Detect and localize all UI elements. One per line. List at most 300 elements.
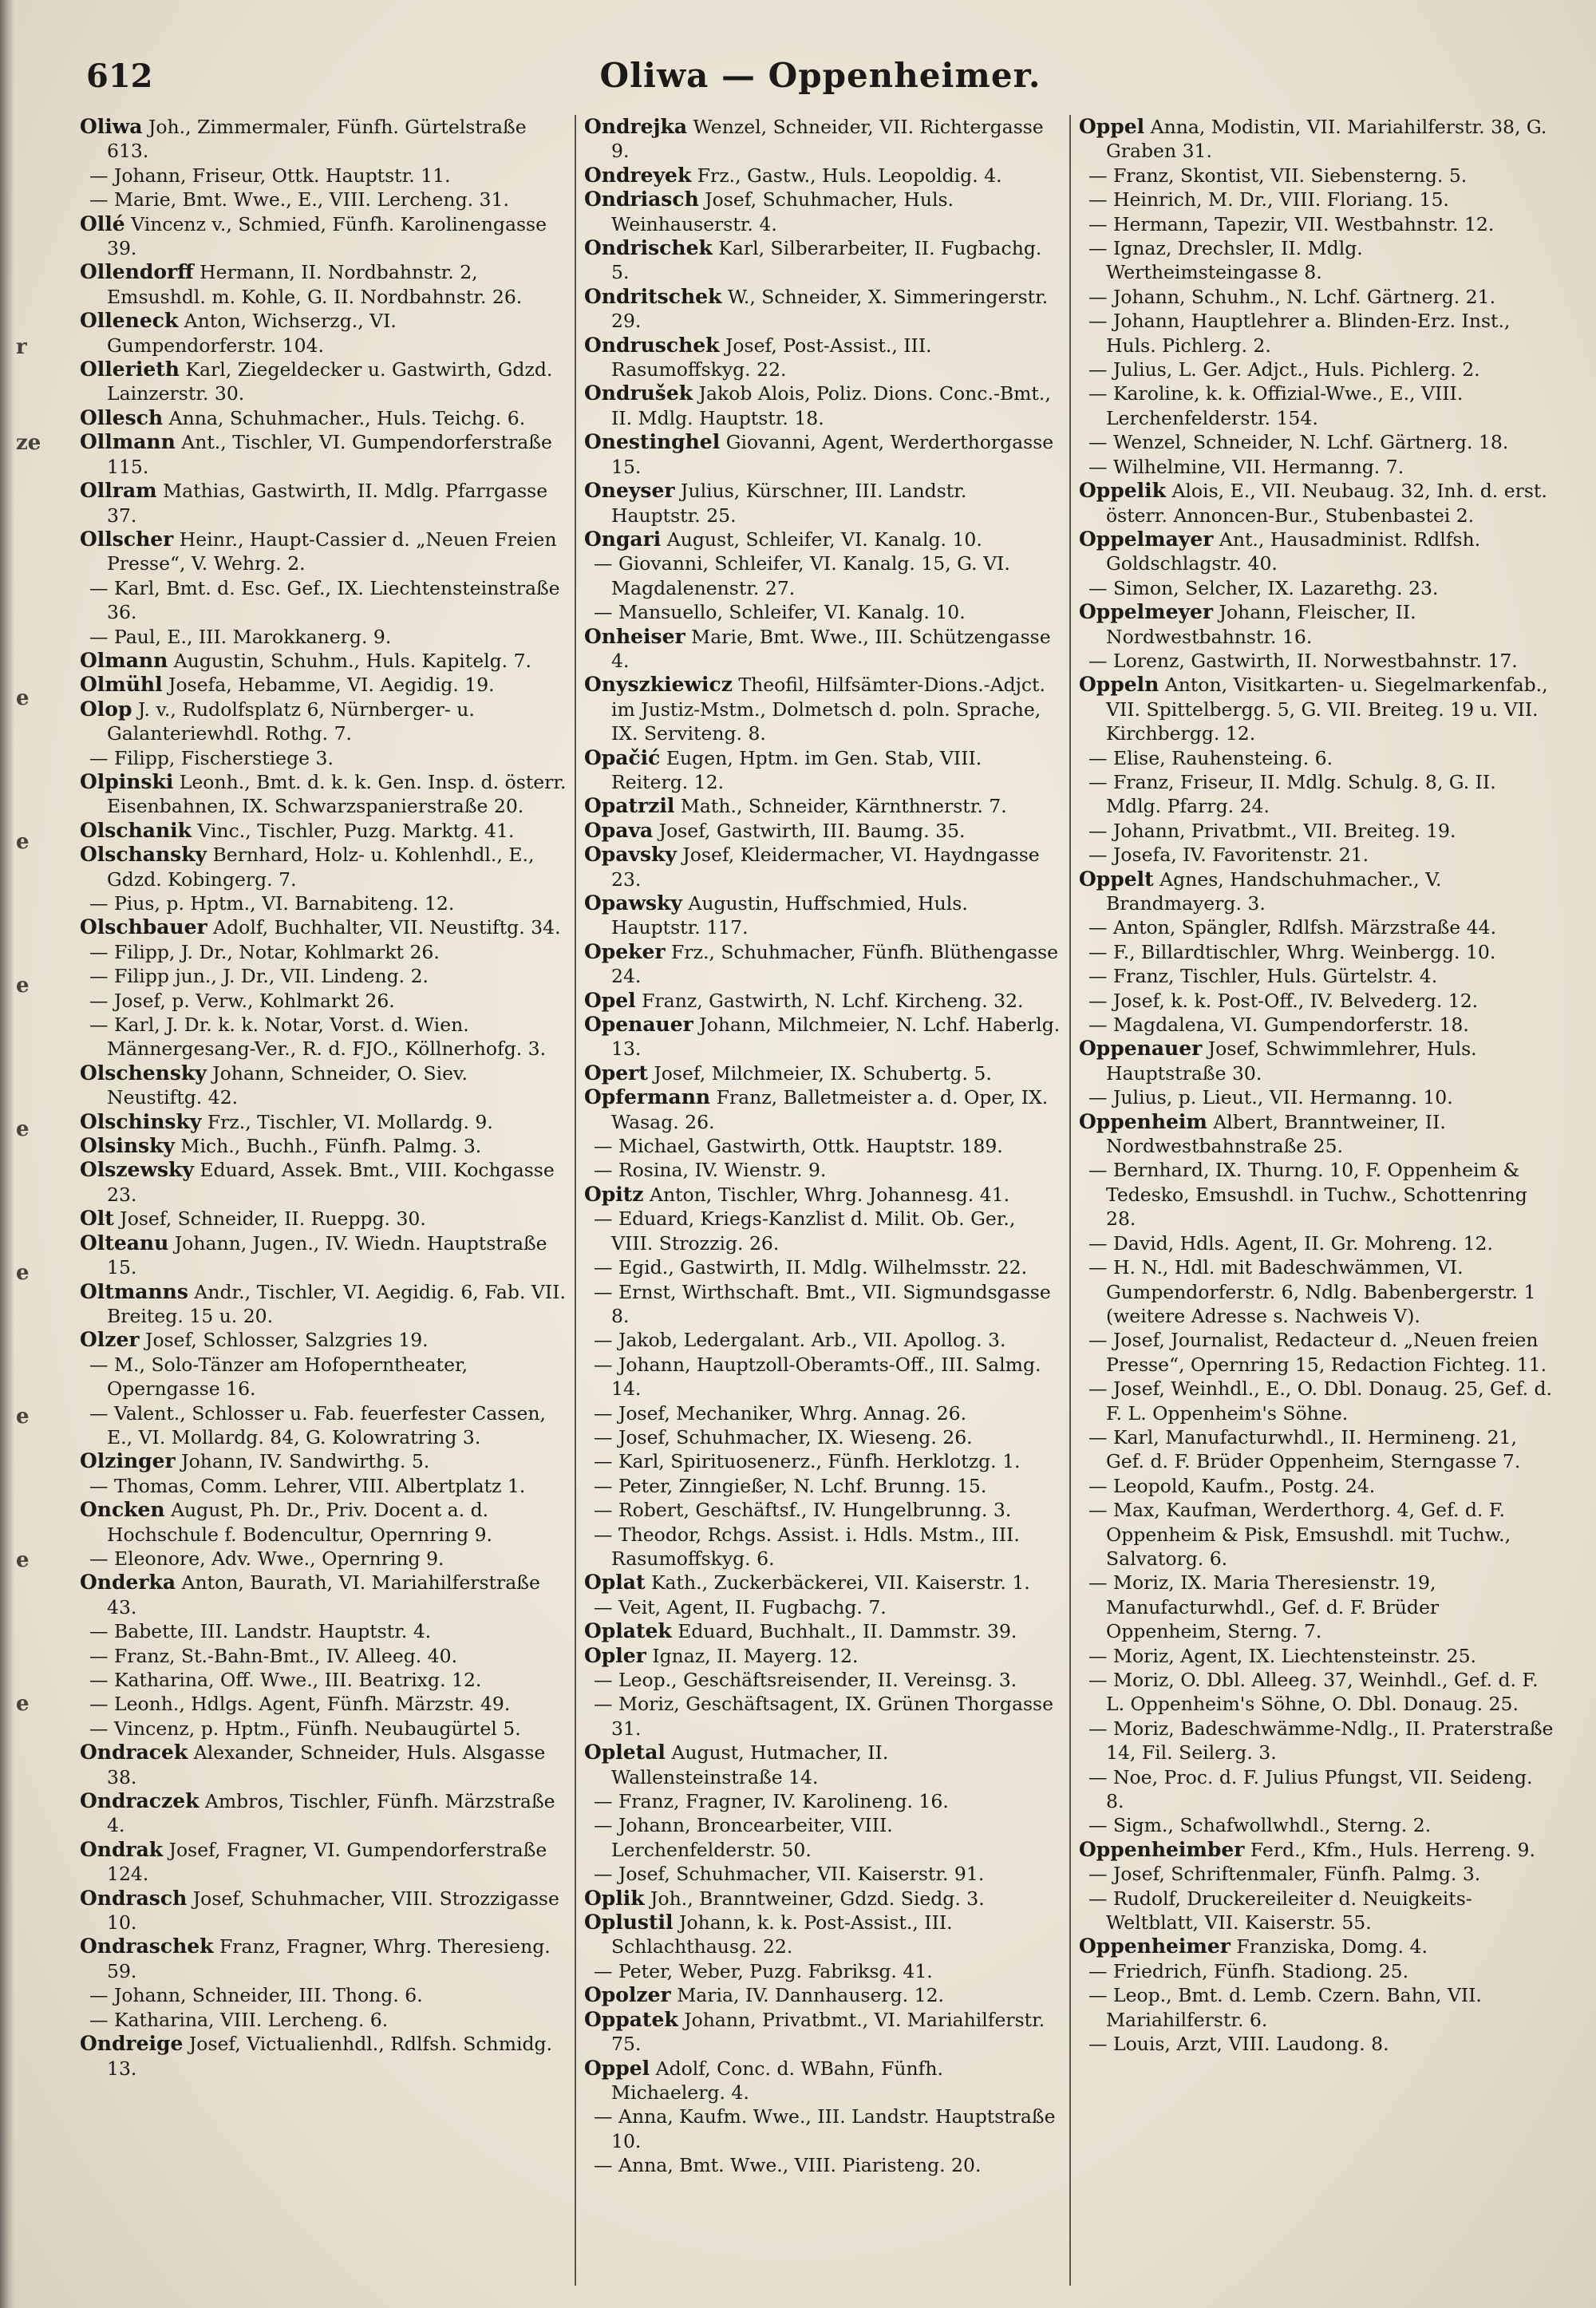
directory-sub-entry <box>1079 1498 1556 1571</box>
directory-entry <box>80 260 567 309</box>
directory-entry <box>80 1328 567 1352</box>
directory-sub-entry <box>1079 1765 1556 1814</box>
entry-text: Eduard, Buchhalt., II. Dammstr. 39. <box>671 1620 1017 1643</box>
entry-text: Josef, Gastwirth, III. Baumg. 35. <box>653 819 966 842</box>
surname: Olmann <box>80 648 168 672</box>
entry-text: Math., Schneider, Kärnthnerstr. 7. <box>674 795 1007 818</box>
entry-text: — Josef, Journalist, Redacteur d. „Neuen freien Presse“, Opernring 15, Redaction Fichteg. 11. <box>1088 1329 1547 1376</box>
entry-text: Adolf, Conc. d. WBahn, Fünfh. Michaelerg. 4. <box>611 2057 943 2104</box>
directory-sub-entry <box>584 1401 1061 1425</box>
entry-text: — Moriz, Geschäftsagent, IX. Grünen Thorgasse 31. <box>594 1693 1053 1740</box>
entry-text: Ant., Hausadminist. Rdlfsh. Goldschlagstr. 40. <box>1106 528 1481 575</box>
directory-sub-entry <box>584 1862 1061 1886</box>
entry-text: Josef, Schlosser, Salzgries 19. <box>139 1329 429 1352</box>
page-header <box>86 51 1555 107</box>
entry-text: Agnes, Handschuhmacher., V. Brandmayerg. 3. <box>1106 867 1442 915</box>
directory-entry <box>80 528 567 576</box>
entry-text: Ambros, Tischler, Fünfh. Märzstraße 4. <box>107 1790 555 1837</box>
margin-fragment: e <box>16 1548 30 1572</box>
surname: Openauer <box>584 1013 693 1037</box>
directory-columns <box>80 115 1564 2286</box>
entry-text: — Josef, Weinhdl., E., O. Dbl. Donaug. 25, Gef. d. F. L. Oppenheim's Söhne. <box>1088 1377 1553 1425</box>
surname: Oplat <box>584 1571 646 1595</box>
directory-entry <box>584 1741 1061 1789</box>
entry-text: — Moriz, IX. Maria Theresienstr. 19, Manufacturwhdl., Gef. d. F. Brüder Oppenheim, Sterng. 7. <box>1088 1571 1440 1643</box>
entry-text: — Michael, Gastwirth, Ottk. Hauptstr. 189. <box>594 1135 1003 1158</box>
directory-entry <box>584 1911 1061 1959</box>
directory-entry <box>80 819 567 843</box>
surname: Oppelt <box>1079 867 1154 891</box>
entry-text: Heinr., Haupt-Cassier d. „Neuen Freien Presse“, V. Wehrg. 2. <box>107 528 557 575</box>
directory-entry <box>584 625 1061 674</box>
directory-entry <box>584 164 1061 188</box>
directory-sub-entry <box>1079 188 1556 211</box>
directory-entry <box>584 334 1061 382</box>
directory-sub-entry <box>584 1692 1061 1741</box>
directory-entry <box>80 1280 567 1329</box>
entry-text: Mich., Buchh., Fünfh. Palmg. 3. <box>174 1135 482 1158</box>
margin-fragment: e <box>16 830 30 854</box>
surname: Oppelmeyer <box>1079 600 1214 624</box>
margin-fragment: e <box>16 1692 30 1716</box>
entry-text: — Wilhelmine, VII. Hermanng. 7. <box>1088 455 1404 478</box>
directory-entry <box>584 115 1061 164</box>
entry-text: Frz., Tischler, VI. Mollardg. 9. <box>201 1110 493 1133</box>
entry-text: — Robert, Geschäftsf., IV. Hungelbrunng. 3. <box>594 1499 1012 1522</box>
entry-text: — Franz, St.-Bahn-Bmt., IV. Alleeg. 40. <box>89 1644 458 1667</box>
directory-entry <box>584 1061 1061 1085</box>
column-left <box>80 115 575 2286</box>
entry-text: — Vincenz, p. Hptm., Fünfh. Neubaugürtel 5. <box>89 1717 521 1740</box>
directory-sub-entry <box>584 1449 1061 1473</box>
entry-text: — Filipp jun., J. Dr., VII. Lindeng. 2. <box>89 965 429 988</box>
directory-sub-entry <box>1079 1862 1556 1886</box>
entry-text: Franz, Balletmeister a. d. Oper, IX. Wasag. 26. <box>611 1086 1049 1133</box>
directory-sub-entry <box>584 1207 1061 1255</box>
entry-text: Anton, Wichserzg., VI. Gumpendorferstr. 104. <box>107 310 397 357</box>
entry-text: — Johann, Hauptlehrer a. Blinden-Erz. Inst., Huls. Pichlerg. 2. <box>1088 310 1511 357</box>
surname: Opler <box>584 1643 646 1667</box>
surname: Ollram <box>80 479 157 503</box>
entry-text: Maria, IV. Dannhauserg. 12. <box>670 1984 945 2007</box>
directory-entry <box>80 1838 567 1887</box>
entry-text: Johann, k. k. Post-Assist., III. Schlachthausg. 22. <box>611 1911 953 1958</box>
surname: Olop <box>80 697 132 721</box>
directory-entry <box>80 479 567 528</box>
entry-text: — Johann, Hauptzoll-Oberamts-Off., III. Salmg. 14. <box>594 1353 1041 1401</box>
surname: Ondrischek <box>584 236 713 260</box>
surname: Ollmann <box>80 430 176 454</box>
entry-text: — Josefa, IV. Favoritenstr. 21. <box>1088 844 1369 867</box>
entry-text: — Julius, p. Lieut., VII. Hermanng. 10. <box>1088 1086 1453 1109</box>
entry-text: Josef, Schuhmacher, VIII. Strozzigasse 10. <box>107 1887 559 1935</box>
directory-sub-entry <box>584 551 1061 600</box>
directory-sub-entry <box>1079 1255 1556 1328</box>
entry-text: — Leopold, Kaufm., Postg. 24. <box>1088 1474 1376 1497</box>
surname: Opert <box>584 1061 648 1085</box>
entry-text: — Bernhard, IX. Thurng. 10, F. Oppenheim & Tedesko, Emsushdl. in Tuchw., Schottenring 28. <box>1088 1159 1527 1231</box>
entry-text: Josefa, Hebamme, VI. Aegidig. 19. <box>162 674 495 697</box>
directory-sub-entry <box>1079 1425 1556 1474</box>
directory-entry <box>584 891 1061 940</box>
directory-sub-entry <box>1079 430 1556 454</box>
directory-entry <box>80 430 567 479</box>
directory-entry <box>584 940 1061 989</box>
directory-entry <box>584 843 1061 891</box>
surname: Ondruschek <box>584 333 720 357</box>
directory-entry <box>584 479 1061 528</box>
directory-sub-entry <box>80 964 567 988</box>
directory-entry <box>1079 867 1556 916</box>
entry-text: Theofil, Hilfsämter-Dions.-Adjct. im Justiz-Mstm., Dolmetsch d. poln. Sprache, IX. Serviteng. 8. <box>611 674 1045 745</box>
surname: Ollendorff <box>80 260 194 284</box>
entry-text: — Giovanni, Schleifer, VI. Kanalg. 15, G. VI. Magdalenenstr. 27. <box>594 552 1010 599</box>
surname: Ondreige <box>80 2032 184 2056</box>
directory-sub-entry <box>1079 576 1556 600</box>
directory-entry <box>584 430 1061 479</box>
directory-sub-entry <box>584 1595 1061 1619</box>
entry-text: — Louis, Arzt, VIII. Laudong. 8. <box>1088 2033 1389 2056</box>
surname: Opava <box>584 818 654 842</box>
directory-entry <box>584 1183 1061 1207</box>
directory-sub-entry <box>1079 1328 1556 1377</box>
entry-text: — Franz, Friseur, II. Mdlg. Schulg. 8, G. II. Mdlg. Pfarrg. 24. <box>1088 770 1496 818</box>
directory-entry <box>80 770 567 819</box>
directory-sub-entry <box>584 1813 1061 1862</box>
directory-entry <box>584 1571 1061 1595</box>
surname: Olzer <box>80 1328 140 1352</box>
directory-sub-entry <box>1079 1158 1556 1231</box>
entry-text: — Julius, L. Ger. Adjct., Huls. Pichlerg. 2. <box>1088 358 1480 381</box>
directory-sub-entry <box>1079 819 1556 843</box>
entry-text: — Marie, Bmt. Wwe., E., VIII. Lercheng. 31. <box>89 188 509 211</box>
entry-text: Bernhard, Holz- u. Kohlenhdl., E., Gdzd. Kobingerg. 7. <box>107 844 535 891</box>
surname: Oppeln <box>1079 673 1159 697</box>
directory-entry <box>584 746 1061 795</box>
entry-text: — Karoline, k. k. Offizial-Wwe., E., VIII. Lerchenfelderstr. 154. <box>1088 382 1464 429</box>
page-edge-shadow <box>0 0 14 2308</box>
surname: Ondrejka <box>584 115 688 138</box>
entry-text: — Elise, Rauhensteing. 6. <box>1088 746 1333 769</box>
surname: Ondrak <box>80 1837 164 1861</box>
entry-text: Wenzel, Schneider, VII. Richtergasse 9. <box>611 116 1044 163</box>
directory-sub-entry <box>1079 236 1556 285</box>
surname: Ondriasch <box>584 188 699 211</box>
surname: Opavsky <box>584 843 677 867</box>
directory-entry <box>1079 1037 1556 1085</box>
entry-text: — Leop., Geschäftsreisender, II. Vereinsg. 3. <box>594 1669 1017 1691</box>
directory-entry <box>80 1887 567 1935</box>
entry-text: — Katharina, Off. Wwe., III. Beatrixg. 12. <box>89 1669 482 1691</box>
entry-text: — Johann, Broncearbeiter, VIII. Lerchenfelderstr. 50. <box>594 1814 893 1861</box>
entry-text: Jakob Alois, Poliz. Dions. Conc.-Bmt., II. Mdlg. Hauptstr. 18. <box>611 382 1051 429</box>
directory-entry <box>80 1134 567 1158</box>
directory-entry <box>80 1207 567 1231</box>
page-number: 612 <box>86 57 153 95</box>
entry-text: — Heinrich, M. Dr., VIII. Floriang. 15. <box>1088 188 1449 211</box>
entry-text: Johann, Privatbmt., VI. Mariahilferstr. 75. <box>611 2008 1045 2056</box>
entry-text: — Lorenz, Gastwirth, II. Norwestbahnstr. 17. <box>1088 649 1518 672</box>
entry-text: Albert, Branntweiner, II. Nordwestbahnstraße 25. <box>1106 1110 1446 1158</box>
entry-text: — Karl, J. Dr. k. k. Notar, Vorst. d. Wien. Männergesang-Ver., R. d. FJO., Köllnerhofg. 3. <box>89 1014 547 1061</box>
directory-sub-entry <box>1079 1231 1556 1255</box>
entry-text: — Peter, Zinngießer, N. Lchf. Brunng. 15. <box>594 1474 987 1497</box>
entry-text: — Josef, Schuhmacher, VII. Kaiserstr. 91. <box>594 1863 985 1886</box>
entry-text: Anna, Schuhmacher., Huls. Teichg. 6. <box>163 406 526 429</box>
directory-entry <box>584 1013 1061 1061</box>
surname: Onheiser <box>584 624 685 648</box>
directory-entry <box>80 1935 567 1983</box>
entry-text: W., Schneider, X. Simmeringerstr. 29. <box>611 285 1049 333</box>
entry-text: Josef, Post-Assist., III. Rasumoffskyg. 22. <box>611 334 932 381</box>
directory-entry <box>80 1449 567 1473</box>
entry-text: Josef, Schuhmacher, Huls. Weinhauserstr. 4. <box>611 188 954 235</box>
directory-entry <box>584 381 1061 430</box>
entry-text: Augustin, Huffschmied, Huls. Hauptstr. 117. <box>611 892 968 939</box>
directory-entry <box>584 1644 1061 1668</box>
surname: Opeker <box>584 939 666 963</box>
entry-text: — Eleonore, Adv. Wwe., Opernring 9. <box>89 1547 444 1570</box>
directory-entry <box>1079 1838 1556 1862</box>
surname: Oplatek <box>584 1619 672 1643</box>
directory-sub-entry <box>584 1789 1061 1813</box>
entry-text: Marie, Bmt. Wwe., III. Schützengasse 4. <box>611 625 1051 672</box>
entry-text: Leonh., Bmt. d. k. k. Gen. Insp. d. österr. Eisenbahnen, IX. Schwarzspanierstraße 20. <box>107 770 567 818</box>
directory-entry <box>1079 600 1556 649</box>
entry-text: Josef, Victualienhdl., Rdlfsh. Schmidg. 13. <box>107 2033 553 2080</box>
entry-text: Ferd., Kfm., Huls. Herreng. 9. <box>1244 1838 1535 1861</box>
entry-text: — Franz, Fragner, IV. Karolineng. 16. <box>594 1790 949 1813</box>
entry-text: J. v., Rudolfsplatz 6, Nürnberger- u. Galanteriewhdl. Rothg. 7. <box>107 698 475 745</box>
entry-text: — Ignaz, Drechsler, II. Mdlg. Wertheimsteingasse 8. <box>1088 237 1363 284</box>
entry-text: Franziska, Domg. 4. <box>1230 1935 1428 1958</box>
entry-text: — Veit, Agent, II. Fugbachg. 7. <box>594 1595 887 1618</box>
directory-entry <box>584 236 1061 285</box>
entry-text: — Moriz, O. Dbl. Alleeg. 37, Weinhdl., Gef. d. F. L. Oppenheim's Söhne, O. Dbl. Donaug. 25. <box>1088 1669 1539 1716</box>
directory-sub-entry <box>1079 1013 1556 1037</box>
directory-entry <box>80 843 567 891</box>
entry-text: Vincenz v., Schmied, Fünfh. Karolinengasse 39. <box>107 212 547 260</box>
entry-text: — Paul, E., III. Marokkanerg. 9. <box>89 625 392 648</box>
directory-entry <box>80 212 567 261</box>
entry-text: — Josef, Mechaniker, Whrg. Annag. 26. <box>594 1401 967 1425</box>
directory-entry <box>584 819 1061 843</box>
surname: Ollé <box>80 211 125 235</box>
entry-text: — Peter, Weber, Puzg. Fabriksg. 41. <box>594 1959 933 1982</box>
directory-entry <box>584 285 1061 334</box>
margin-fragment: ze <box>16 431 41 455</box>
directory-entry <box>584 673 1061 745</box>
directory-sub-entry <box>584 1668 1061 1692</box>
entry-text: Frz., Schuhmacher, Fünfh. Blüthengasse 24. <box>611 940 1059 988</box>
directory-entry <box>80 1789 567 1838</box>
directory-sub-entry <box>584 1158 1061 1182</box>
entry-text: — Jakob, Ledergalant. Arb., VII. Apollog. 3. <box>594 1329 1006 1352</box>
surname: Olsinsky <box>80 1134 175 1158</box>
left-margin-fragments <box>16 335 64 1931</box>
directory-sub-entry <box>80 1353 567 1401</box>
surname: Opletal <box>584 1741 666 1765</box>
directory-sub-entry <box>584 1498 1061 1522</box>
directory-sub-entry <box>1079 940 1556 964</box>
directory-sub-entry <box>1079 309 1556 358</box>
directory-sub-entry <box>80 1717 567 1741</box>
directory-sub-entry <box>1079 1377 1556 1425</box>
entry-text: Giovanni, Agent, Werderthorgasse 15. <box>611 431 1054 478</box>
surname: Ondraschek <box>80 1935 214 1958</box>
directory-sub-entry <box>1079 1813 1556 1837</box>
entry-text: — Hermann, Tapezir, VII. Westbahnstr. 12. <box>1088 212 1495 235</box>
margin-fragment: e <box>16 1405 30 1429</box>
entry-text: — Egid., Gastwirth, II. Mdlg. Wilhelmsstr. 22. <box>594 1256 1028 1279</box>
directory-entry <box>584 1619 1061 1643</box>
directory-entry <box>584 794 1061 818</box>
entry-text: — Karl, Spirituosenerz., Fünfh. Herklotzg. 1. <box>594 1450 1021 1473</box>
entry-text: Ant., Tischler, VI. Gumpendorferstraße 115. <box>107 431 552 478</box>
directory-entry <box>80 649 567 673</box>
surname: Opatrzil <box>584 794 675 818</box>
surname: Oppenheimer <box>1079 1935 1231 1958</box>
entry-text: — David, Hdls. Agent, II. Gr. Mohreng. 12. <box>1088 1231 1493 1255</box>
entry-text: August, Schleifer, VI. Kanalg. 10. <box>661 528 982 551</box>
entry-text: Johann, Fleischer, II. Nordwestbahnstr. 16. <box>1106 601 1416 648</box>
surname: Oneyser <box>584 479 675 503</box>
entry-text: — Pius, p. Hptm., VI. Barnabiteng. 12. <box>89 892 455 915</box>
entry-text: Hermann, II. Nordbahnstr. 2, Emsushdl. m. Kohle, G. II. Nordbahnstr. 26. <box>107 261 523 308</box>
directory-sub-entry <box>1079 1571 1556 1643</box>
entry-text: — Katharina, VIII. Lercheng. 6. <box>89 2008 389 2031</box>
directory-entry <box>584 188 1061 236</box>
surname: Oppel <box>584 2056 650 2080</box>
directory-entry <box>80 1110 567 1134</box>
surname: Olschbauer <box>80 915 207 939</box>
entry-text: — Eduard, Kriegs-Kanzlist d. Milit. Ob. Ger., VIII. Strozzig. 26. <box>594 1207 1016 1255</box>
entry-text: Adolf, Buchhalter, VII. Neustiftg. 34. <box>207 916 561 939</box>
surname: Oppenheim <box>1079 1109 1207 1133</box>
directory-sub-entry <box>584 1474 1061 1498</box>
surname: Opawsky <box>584 891 682 915</box>
surname: Ondreyek <box>584 163 692 187</box>
entry-text: Josef, Schneider, II. Rueppg. 30. <box>113 1207 426 1231</box>
entry-text: Ignaz, II. Mayerg. 12. <box>646 1644 859 1667</box>
directory-entry <box>1079 673 1556 745</box>
entry-text: — Filipp, J. Dr., Notar, Kohlmarkt 26. <box>89 940 440 963</box>
entry-text: Anna, Modistin, VII. Mariahilferstr. 38, G. Graben 31. <box>1106 116 1547 163</box>
directory-sub-entry <box>80 164 567 188</box>
entry-text: Josef, Milchmeier, IX. Schubertg. 5. <box>647 1061 992 1085</box>
entry-text: — Johann, Friseur, Ottk. Hauptstr. 11. <box>89 164 451 187</box>
directory-entry <box>80 1231 567 1280</box>
directory-sub-entry <box>80 1401 567 1450</box>
directory-sub-entry <box>1079 212 1556 236</box>
directory-sub-entry <box>584 1255 1061 1279</box>
entry-text: Franz, Fragner, Whrg. Theresieng. 59. <box>107 1935 551 1982</box>
entry-text: — Sigm., Schafwollwhdl., Sterng. 2. <box>1088 1814 1432 1837</box>
directory-entry <box>80 1741 567 1789</box>
surname: Oplustil <box>584 1911 674 1935</box>
entry-text: — Rudolf, Druckereileiter d. Neuigkeits-Weltblatt, VII. Kaiserstr. 55. <box>1088 1887 1472 1935</box>
entry-text: Eugen, Hptm. im Gen. Stab, VIII. Reiterg. 12. <box>611 746 982 793</box>
directory-sub-entry <box>1079 358 1556 381</box>
directory-sub-entry <box>584 1328 1061 1352</box>
surname: Olschensky <box>80 1061 207 1085</box>
surname: Oplik <box>584 1886 645 1910</box>
surname: Oppenheimber <box>1079 1837 1245 1861</box>
entry-text: Johann, IV. Sandwirthg. 5. <box>175 1450 430 1473</box>
directory-sub-entry <box>80 576 567 625</box>
directory-sub-entry <box>584 1134 1061 1158</box>
directory-entry <box>1079 1935 1556 1958</box>
directory-sub-entry <box>80 746 567 770</box>
entry-text: Johann, Jugen., IV. Wiedn. Hauptstraße 15. <box>107 1231 547 1279</box>
directory-sub-entry <box>1079 1668 1556 1717</box>
directory-sub-entry <box>80 1983 567 2007</box>
surname: Olt <box>80 1207 114 1231</box>
entry-text: Josef, Fragner, VI. Gumpendorferstraße 124. <box>107 1838 547 1886</box>
entry-text: — Josef, Schriftenmaler, Fünfh. Palmg. 3. <box>1088 1863 1481 1886</box>
column-middle <box>575 115 1069 2286</box>
surname: Oppenauer <box>1079 1037 1203 1061</box>
surname: Ollscher <box>80 527 174 551</box>
surname: Ondritschek <box>584 284 722 308</box>
entry-text: — Josef, Schuhmacher, IX. Wieseng. 26. <box>594 1425 973 1448</box>
entry-text: Andr., Tischler, VI. Aegidig. 6, Fab. VII. Breiteg. 15 u. 20. <box>107 1280 566 1327</box>
entry-text: Joh., Branntweiner, Gdzd. Siedg. 3. <box>644 1887 985 1910</box>
entry-text: Anton, Baurath, VI. Mariahilferstraße 43. <box>107 1571 540 1618</box>
directory-entry <box>1079 1110 1556 1159</box>
directory-sub-entry <box>1079 770 1556 819</box>
surname: Olpinski <box>80 769 174 793</box>
directory-entry <box>1079 528 1556 576</box>
surname: Oppel <box>1079 115 1145 138</box>
entry-text: — Josef, k. k. Post-Off., IV. Belvederg. 12. <box>1088 989 1479 1012</box>
entry-text: — Moriz, Agent, IX. Liechtensteinstr. 25. <box>1088 1644 1476 1667</box>
entry-text: — Mansuello, Schleifer, VI. Kanalg. 10. <box>594 601 966 624</box>
entry-text: — Johann, Privatbmt., VII. Breiteg. 19. <box>1088 819 1456 842</box>
surname: Ondracek <box>80 1741 188 1765</box>
directory-sub-entry <box>1079 649 1556 673</box>
directory-entry <box>80 1571 567 1619</box>
directory-sub-entry <box>80 940 567 964</box>
directory-sub-entry <box>1079 1474 1556 1498</box>
directory-entry <box>80 698 567 746</box>
entry-text: August, Hutmacher, II. Wallensteinstraße 14. <box>611 1741 889 1788</box>
directory-sub-entry <box>1079 455 1556 479</box>
surname: Ongari <box>584 527 662 551</box>
directory-sub-entry <box>1079 1644 1556 1668</box>
entry-text: — Karl, Bmt. d. Esc. Gef., IX. Liechtensteinstraße 36. <box>89 576 560 624</box>
directory-sub-entry <box>1079 1959 1556 1983</box>
surname: Opfermann <box>584 1085 711 1109</box>
entry-text: Kath., Zuckerbäckerei, VII. Kaiserstr. 1. <box>645 1571 1030 1595</box>
entry-text: — Simon, Selcher, IX. Lazarethg. 23. <box>1088 576 1439 599</box>
directory-sub-entry <box>584 600 1061 624</box>
directory-entry <box>1079 479 1556 528</box>
directory-entry <box>584 1085 1061 1134</box>
directory-entry <box>80 1158 567 1207</box>
entry-text: — Leop., Bmt. d. Lemb. Czern. Bahn, VII. Mariahilferstr. 6. <box>1088 1984 1482 2031</box>
surname: Oppelmayer <box>1079 527 1214 551</box>
entry-text: — Franz, Skontist, VII. Siebensterng. 5. <box>1088 164 1468 187</box>
directory-sub-entry <box>584 1353 1061 1401</box>
directory-sub-entry <box>1079 915 1556 939</box>
entry-text: — Josef, p. Verw., Kohlmarkt 26. <box>89 989 395 1012</box>
directory-sub-entry <box>1079 964 1556 988</box>
directory-sub-entry <box>1079 164 1556 188</box>
surname: Oncken <box>80 1498 165 1522</box>
directory-sub-entry <box>1079 381 1556 430</box>
entry-text: — Max, Kaufman, Werderthorg. 4, Gef. d. F. Oppenheim & Pisk, Emsushdl. mit Tuchw., Salvatorg. 6. <box>1088 1499 1511 1570</box>
